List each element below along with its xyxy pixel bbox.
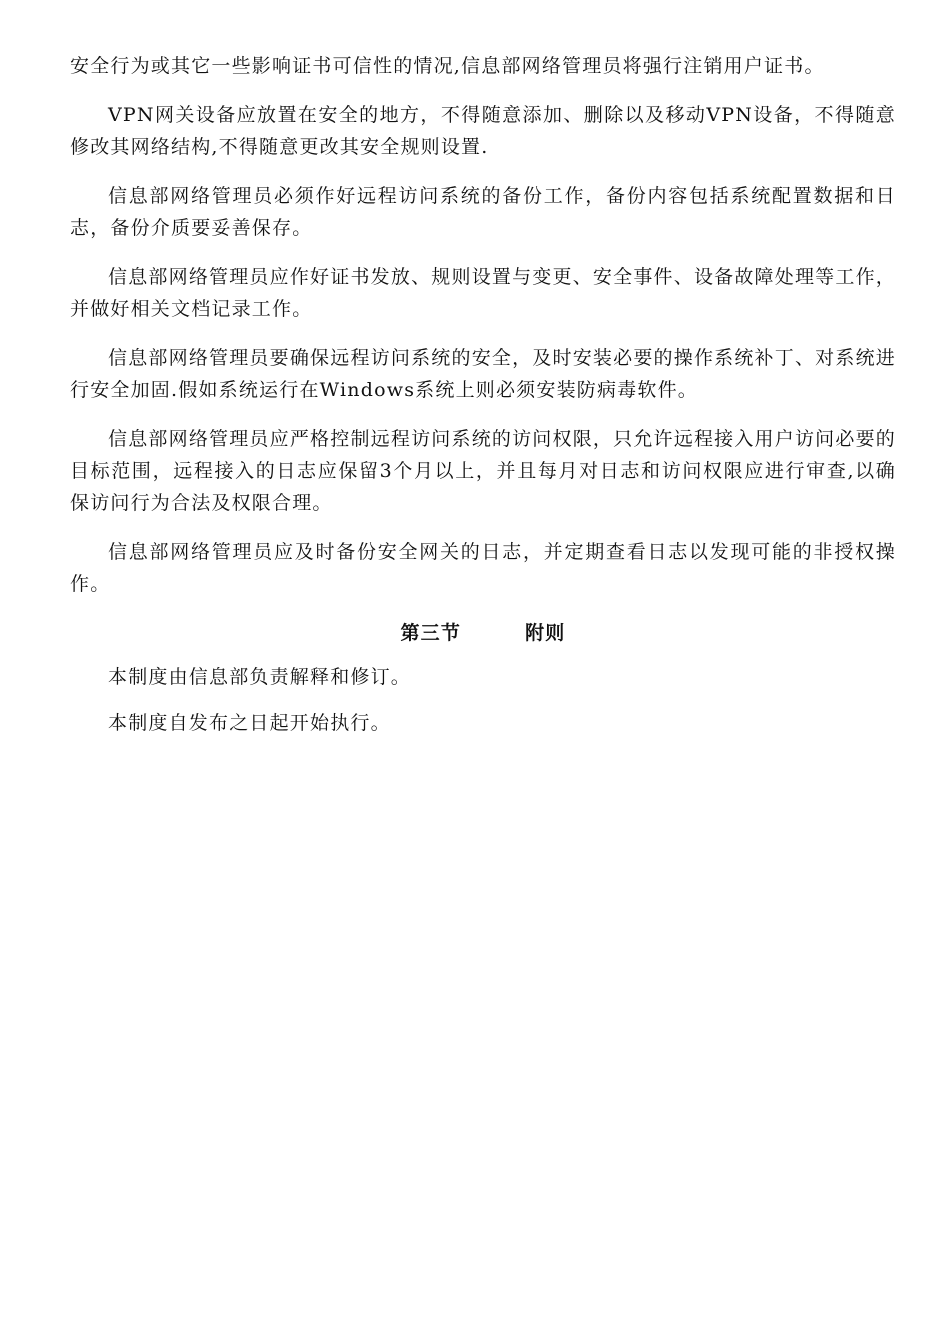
closing-interpretation: 本制度由信息部负责解释和修订。: [108, 666, 412, 688]
document-body: [70, 50, 896, 753]
section-number: 第三节: [400, 622, 462, 644]
paragraph-backup: 信息部网络管理员必须作好远程访问系统的备份工作，备份内容包括系统配置数据和日志，备份介质要妥善保存。: [70, 185, 896, 239]
section-title: 附则: [525, 622, 566, 644]
paragraph-log-backup: 信息部网络管理员应及时备份安全网关的日志，并定期查看日志以发现可能的非授权操作。: [70, 541, 896, 595]
closing-effective-date: 本制度自发布之日起开始执行。: [108, 712, 391, 734]
paragraph-continuation: 安全行为或其它一些影响证书可信性的情况,信息部网络管理员将强行注销用户证书。: [70, 55, 825, 77]
paragraph-access-control: 信息部网络管理员应严格控制远程访问系统的访问权限，只允许远程接入用户访问必要的目标范围，远程接入的日志应保留3个月以上，并且每月对日志和访问权限应进行审查,以确保访问行为合法及权限合理。: [70, 428, 896, 514]
paragraph-certificate-management: 信息部网络管理员应作好证书发放、规则设置与变更、安全事件、设备故障处理等工作，并做好相关文档记录工作。: [70, 266, 896, 320]
paragraph-system-security: 信息部网络管理员要确保远程访问系统的安全，及时安装必要的操作系统补丁、对系统进行安全加固.假如系统运行在Windows系统上则必须安装防病毒软件。: [70, 347, 896, 401]
section-heading: [70, 617, 896, 649]
paragraph-vpn-gateway: VPN网关设备应放置在安全的地方，不得随意添加、删除以及移动VPN设备，不得随意修改其网络结构,不得随意更改其安全规则设置.: [70, 104, 896, 158]
